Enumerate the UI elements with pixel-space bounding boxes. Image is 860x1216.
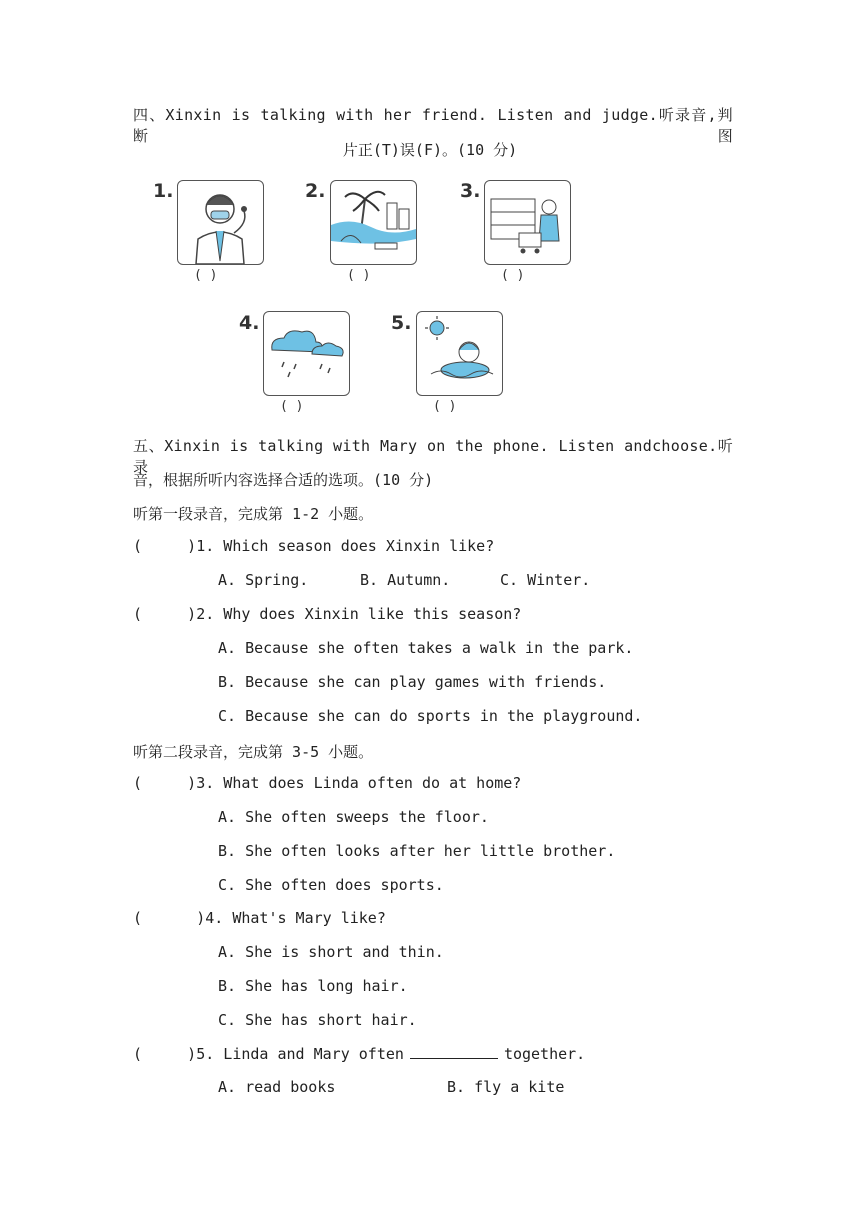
picture-4-answer-bracket: ( ) <box>280 399 304 414</box>
answer-bracket: ( ) <box>133 605 197 623</box>
q5-option-b: B. fly a kite <box>447 1078 565 1096</box>
q2-option-b: B. Because she can play games with friends. <box>218 673 607 691</box>
answer-bracket: ( ) <box>133 909 206 927</box>
picture-3-number: 3. <box>460 180 481 202</box>
question-stem: 4. What's Mary like? <box>205 909 386 927</box>
q4-option-a: A. She is short and thin. <box>218 943 444 961</box>
part2-intro: 听第二段录音，完成第 3-5 小题。 <box>133 743 374 761</box>
question-3 <box>133 774 521 792</box>
section5-title-line2: 音，根据所听内容选择合适的选项。(10 分) <box>133 471 434 489</box>
q4-option-b: B. She has long hair. <box>218 977 408 995</box>
picture-2-number: 2. <box>305 180 326 202</box>
answer-bracket: ( ) <box>133 1045 197 1063</box>
supermarket-shopping-icon <box>484 180 571 265</box>
section4-title-line2: 片正(T)误(F)。(10 分) <box>342 141 518 159</box>
q3-option-c: C. She often does sports. <box>218 876 444 894</box>
picture-2-answer-bracket: ( ) <box>347 268 371 283</box>
question-stem: 1. Which season does Xinxin like? <box>196 537 495 555</box>
q3-option-a: A. She often sweeps the floor. <box>218 808 489 826</box>
q3-option-b: B. She often looks after her little brother. <box>218 842 616 860</box>
answer-bracket: ( ) <box>133 537 197 555</box>
q1-option-a: A. Spring. <box>218 571 309 589</box>
swimming-sun-icon <box>416 311 503 396</box>
question-stem: 5. Linda and Mary often <box>196 1045 404 1063</box>
answer-bracket: ( ) <box>133 774 197 792</box>
part1-intro: 听第一段录音，完成第 1-2 小题。 <box>133 505 374 523</box>
doctor-icon <box>177 180 264 265</box>
q2-option-c: C. Because she can do sports in the playground. <box>218 707 643 725</box>
q2-option-a: A. Because she often takes a walk in the park. <box>218 639 634 657</box>
q1-option-c: C. Winter. <box>500 571 591 589</box>
question-4 <box>133 909 386 927</box>
picture-5-number: 5. <box>391 312 412 334</box>
q5-option-a: A. read books <box>218 1078 336 1096</box>
picture-3-answer-bracket: ( ) <box>501 268 525 283</box>
picture-1-answer-bracket: ( ) <box>194 268 218 283</box>
question-5 <box>133 1044 585 1063</box>
fill-in-blank[interactable] <box>410 1044 498 1059</box>
section5-title-line1: 五、Xinxin is talking with Mary on the phone. Listen andchoose.听录 <box>133 437 733 476</box>
question-1 <box>133 537 494 555</box>
rain-cloud-icon <box>263 311 350 396</box>
section4-title-line1: 四、Xinxin is talking with her friend. Listen and judge.听录音,判断图 <box>133 106 733 145</box>
beach-palm-icon <box>330 180 417 265</box>
question-2 <box>133 605 521 623</box>
question-stem: 2. Why does Xinxin like this season? <box>196 605 522 623</box>
question-stem-end: together. <box>503 1045 586 1063</box>
q1-option-b: B. Autumn. <box>360 571 451 589</box>
picture-1-number: 1. <box>153 180 174 202</box>
q4-option-c: C. She has short hair. <box>218 1011 417 1029</box>
picture-4-number: 4. <box>239 312 260 334</box>
picture-5-answer-bracket: ( ) <box>433 399 457 414</box>
question-stem: 3. What does Linda often do at home? <box>196 774 522 792</box>
